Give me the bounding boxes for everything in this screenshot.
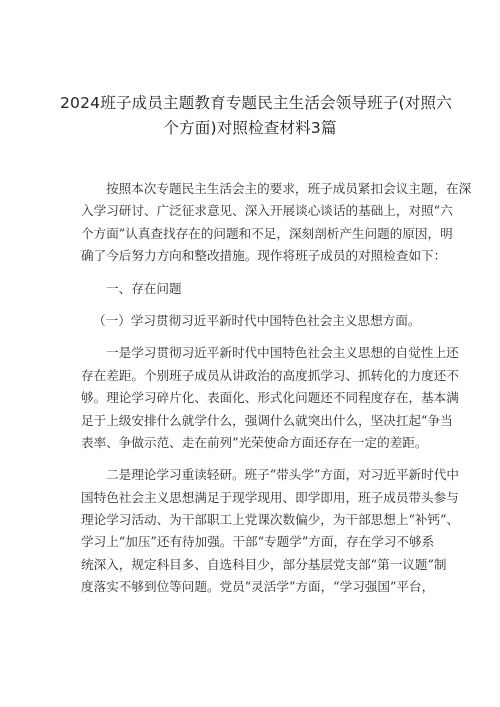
paragraph-line: 国特色社会主义思想满足于现学现用、即学即用，班子成员带头参与 (81, 489, 459, 505)
paragraph-line: 理论学习活动、为干部职工上党课次数偏少，为干部思想上“补钙”、 (81, 512, 460, 528)
paragraph-line: 按照本次专题民主生活会主的要求，班子成员紧扣会议主题，在深 (106, 181, 472, 196)
paragraph-line: 确了今后努力方向和整改措施。现作将班子成员的对照检查如下： (81, 248, 447, 264)
paragraph-line: 个方面”认真查找存在的问题和不足，深刻剖析产生问题的原因，明 (81, 225, 453, 241)
title-line: 2024班子成员主题教育专题民主生活会领导班子(对照六 (60, 94, 452, 112)
paragraph-line: 学习上“加压”还有待加强。干部“专题学”方面，存在学习不够系 (81, 534, 435, 550)
paragraph-line: 二是理论学习重读轻研。班子“带头学”方面，对习近平新时代中 (106, 467, 459, 483)
intro-paragraph (81, 178, 472, 268)
heading-line: 一、存在问题 (106, 280, 182, 296)
paragraph-line: 一是学习贯彻习近平新时代中国特色社会主义思想的自觉性上还 (106, 345, 459, 361)
title-line: 个方面)对照检查材料3篇 (163, 119, 337, 137)
section-heading (81, 278, 433, 300)
paragraph-line: 表率、争做示范、走在前列”光荣使命方面还存在一定的差距。 (81, 434, 428, 450)
document-body (81, 178, 472, 609)
body-paragraph (81, 464, 460, 598)
paragraph-line: 度落实不够到位等问题。党员“灵活学”方面，“学习强国”平台， (81, 579, 435, 595)
body-paragraph (81, 342, 459, 454)
paragraph-line: 足于上级安排什么就学什么，强调什么就突出什么，坚决扛起“争当 (81, 412, 453, 428)
document-title (60, 91, 452, 141)
paragraph-line: 存在差距。个别班子成员从讲政治的高度抓学习、抓转化的力度还不 (81, 367, 459, 383)
paragraph-line: 入学习研讨、广泛征求意见、深入开展谈心谈话的基础上，对照“六 (81, 203, 453, 219)
paragraph-line: 统深入，规定科目多、自选科目少，部分基层党支部“第一议题”制 (81, 556, 447, 572)
subsection-heading (81, 310, 433, 332)
heading-line: （一）学习贯彻习近平新时代中国特色社会主义思想方面。 (93, 312, 421, 328)
paragraph-line: 够。理论学习碎片化、表面化、形式化问题还不同程度存在，基本满 (81, 390, 459, 406)
